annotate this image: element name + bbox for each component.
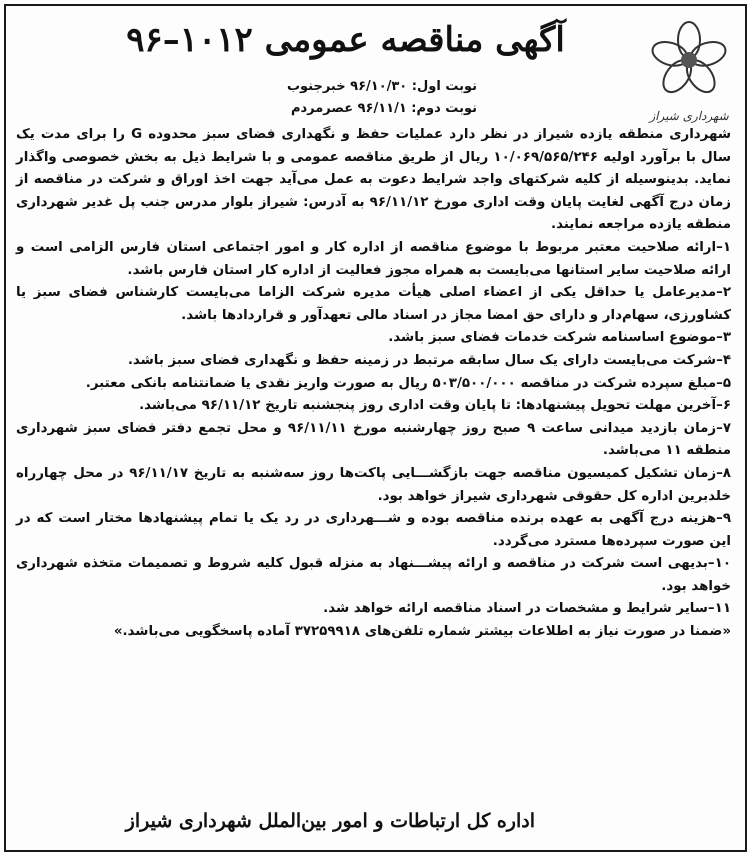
condition-item-5: ۵–مبلغ سپرده شرکت در مناقصه ۵۰۳/۵۰۰/۰۰۰ ریال به صورت واریز نقدی یا ضمانتنامه بانکی معتبر. — [85, 375, 731, 391]
page-title: آگهی مناقصه عمومی ۱۰۱۲–۹۶ — [126, 20, 565, 60]
condition-item-9: ۹–هزینه درج آگهی به عهده برنده مناقصه بوده و شـــهرداری در رد یک یا تمام پیشنهادها مختار است که در این صورت سپرده‌ها مسترد می‌گردد. — [16, 511, 731, 549]
tender-notice — [4, 4, 747, 852]
condition-item-8: ۸–زمان تشکیل کمیسیون مناقصه جهت بازگشـــایی پاکت‌ها روز سه‌شنبه به تاریخ ۹۶/۱۱/۱۷ در محل چهارراه خلدبرین اداره کل حقوقی شهرداری شیراز خواهد بود. — [16, 465, 731, 504]
intro-paragraph: شهرداری منطقه یازده شیراز در نظر دارد عملیات حفظ و نگهداری فضای سبز محدوده G را برای مدت یک سال با برآورد اولیه ۱۰/۰۶۹/۵۶۵/۲۴۶ ریال از طریق مناقصه عمومی و با شرایط ذیل به بخش خصوصی واگذار نماید. بدینوسیله از کلیه شرکتهای واجد شرایط دعوت به عمل می‌آید جهت اخذ اوراق و شرکت در مناقصه از زمان درج آگهی لغایت پایان وقت اداری مورخ ۹۶/۱۱/۱۲ به آدرس: شیراز بلوار مدرس جنب پل غدیر شهرداری منطقه یازده مراجعه نمایند. — [16, 127, 731, 233]
issuer-signature: اداره کل ارتباطات و امور بین‌الملل شهرداری شیراز — [125, 810, 535, 832]
notice-body — [16, 124, 731, 644]
condition-item-3: ۳–موضوع اساسنامه شرکت خدمات فضای سبز باشد. — [388, 330, 731, 346]
condition-item-7: ۷–زمان بازدید میدانی ساعت ۹ صبح روز چهارشنبه مورخ ۹۶/۱۱/۱۱ و محل تجمع دفتر فضای سبز شهرداری منطقه ۱۱ می‌باشد. — [16, 420, 731, 459]
flower-logo-icon — [643, 16, 735, 128]
phone-note: «ضمنا در صورت نیاز به اطلاعات بیشتر شماره تلفن‌های ۳۷۲۵۹۹۱۸ آماده پاسخگویی می‌باشد.» — [113, 624, 731, 640]
condition-item-4: ۴–شرکت می‌بایست دارای یک سال سابقه مرتبط در زمینه حفظ و نگهداری فضای سبز باشد. — [127, 352, 731, 368]
second-turn: نوبت دوم: ۹۶/۱۱/۱ عصرمردم — [290, 101, 477, 116]
publication-turns — [287, 76, 477, 120]
condition-item-11: ۱۱–سایر شرایط و مشخصات در اسناد مناقصه ارائه خواهد شد. — [323, 601, 731, 617]
condition-item-1: ۱–ارائه صلاحیت معتبر مربوط با موضوع مناقصه از اداره کار و امور اجتماعی استان فارس الزامی است و ارائه صلاحیت سایر استانها می‌بایست به همراه مجوز فعالیت از اداره کار استان فارس باشد. — [16, 239, 731, 278]
svg-text:شهرداری شیراز: شهرداری شیراز — [649, 109, 729, 123]
first-turn: نوبت اول: ۹۶/۱۰/۳۰ خبرجنوب — [286, 79, 477, 94]
shiraz-municipality-logo — [643, 16, 735, 128]
condition-item-6: ۶–آخرین مهلت تحویل پیشنهادها: تا پایان وقت اداری روز پنجشنبه تاریخ ۹۶/۱۱/۱۲ می‌باشد. — [139, 398, 731, 414]
condition-item-2: ۲–مدیرعامل یا حداقل یکی از اعضاء اصلی هیأت مدیره شرکت الزاما می‌بایست کارشناس فضای سبز یا کشاورزی، سهام‌دار و دارای حق امضا مجاز در اسناد مالی تعهدآور و قراردادها باشد. — [16, 285, 731, 323]
condition-item-10: ۱۰–بدیهی است شرکت در مناقصه و ارائه پیشـــنهاد به منزله قبول کلیه شروط و تصمیمات متخذه شهرداری خواهد بود. — [16, 556, 731, 594]
